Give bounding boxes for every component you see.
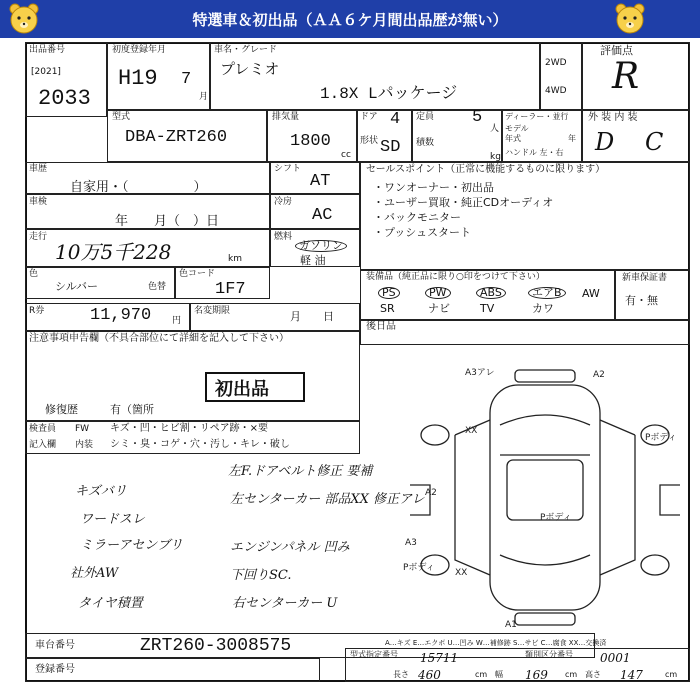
equip-airbag: エアB (528, 287, 566, 299)
hand-right-1: 左センターカー 部品XX 修正アレ (230, 492, 425, 507)
dealer-handle: ハンドル 左・右 (505, 148, 564, 157)
sales-points-label: セールスポイント（正常に機能するものに限ります） (366, 164, 606, 175)
checker-row2: シミ・臭・コゲ・穴・汚し・キレ・破し (110, 439, 290, 450)
first-reg-label: 初度登録年月 (112, 45, 167, 55)
mileage-value: 10万5千228 (55, 240, 172, 264)
length-value: 460 (418, 668, 441, 682)
list-item: ・バックモニター (373, 211, 461, 224)
equip-abs: ABS (476, 287, 506, 299)
color-change-label: 色替 (148, 282, 167, 292)
equipment-label: 装備品（純正品に限り○印をつけて下さい） (366, 272, 545, 282)
checker-label: 検査員 (29, 424, 57, 434)
bear-mascot-icon (6, 1, 42, 37)
aircon-value: AC (312, 206, 333, 225)
height-value: 147 (620, 668, 643, 682)
equip-ps: PS (378, 287, 400, 299)
model-name: プレミオ (220, 62, 280, 79)
color-code-label: 色コード (179, 269, 216, 279)
diagram-mark: A1 (505, 620, 517, 630)
height-label: 高さ (585, 670, 601, 679)
stamp-text: 初出品 (215, 381, 269, 401)
first-reg-month: 7 (181, 70, 192, 89)
hand-left-4: タイヤ積置 (78, 596, 143, 611)
chassis-label: 車台番号 (35, 640, 75, 651)
ext-value: D (595, 128, 615, 156)
fuel-value: ガソリン (295, 240, 347, 252)
r-ticket-value: 11,970 (90, 306, 152, 325)
r-ticket-unit: 円 (172, 316, 182, 326)
diagram-mark: Pボディ (540, 513, 572, 523)
int-value: C (645, 128, 664, 156)
repair-label: 修復歴 (45, 403, 78, 416)
lot-label: 出品番号 (29, 45, 66, 55)
equip-leather: カワ (532, 302, 554, 315)
list-item: ・プッシュスタート (373, 226, 472, 239)
history-label: 車歴 (29, 164, 48, 174)
grade-label: 評価点 (600, 44, 633, 57)
hand-left-2: ミラーアセンブリ (80, 538, 183, 553)
aircon-label: 冷房 (274, 197, 293, 207)
displacement-label: 排気量 (272, 112, 300, 122)
hand-right-2: エンジンパネル 凹み (230, 540, 350, 555)
chassis-value: ZRT260-3008575 (140, 636, 292, 656)
height-unit: cm (665, 670, 678, 679)
load-label: 積数 (416, 138, 435, 148)
checker-inner: 内装 (75, 440, 94, 450)
length-unit: cm (475, 670, 488, 679)
list-item: ・ユーザー買取・純正CDオーディオ (373, 196, 554, 209)
shift-label: シフト (274, 164, 302, 174)
warranty-label: 新車保証書 (622, 273, 668, 283)
list-item: ・ワンオーナー・初出品 (373, 181, 494, 194)
doors-value: 4 (390, 110, 401, 129)
checker-fw: FW (75, 424, 90, 434)
equip-tv: TV (480, 302, 495, 315)
displacement-unit: cc (341, 150, 351, 160)
capacity-unit: 人 (490, 124, 500, 134)
lot-year: [2021] (31, 67, 61, 77)
registration-label: 登録番号 (35, 664, 75, 675)
diagram-mark: A3 (405, 538, 417, 548)
diagram-mark: A2 (425, 488, 437, 498)
width-label: 幅 (495, 670, 503, 679)
color-code-value: 1F7 (215, 280, 246, 299)
type-no-value: 15711 (420, 651, 459, 665)
inspection-label: 車検 (29, 197, 48, 207)
dealer-model: モデル (505, 124, 529, 133)
class-no-label: 類別区分番号 (525, 650, 573, 659)
equip-navi: ナビ (428, 302, 450, 315)
fuel-alt: 軽 油 (300, 254, 326, 267)
drive-4wd: 4WD (545, 86, 567, 96)
shape-label: 形状 (360, 136, 379, 146)
drive-2wd: 2WD (545, 58, 567, 68)
header-banner (0, 0, 700, 38)
sales-points-list (373, 180, 553, 240)
displacement-value: 1800 (290, 132, 331, 151)
model-grade: 1.8X Lパッケージ (320, 85, 458, 103)
fuel-label: 燃料 (274, 232, 293, 242)
hand-right-4: 右センターカー U (232, 596, 338, 611)
width-unit: cm (565, 670, 578, 679)
inspection-value: 年 月（ ）日 (115, 214, 220, 229)
diagram-mark: Pボディ (403, 563, 435, 573)
diagram-mark: A2 (593, 370, 605, 380)
color-label: 色 (29, 269, 39, 279)
load-unit: kg (490, 152, 501, 162)
lot-number: 2033 (38, 86, 91, 111)
name-change-value: 月 日 (290, 310, 334, 323)
bear-mascot-icon (612, 1, 648, 37)
first-reg-unit: 月 (199, 92, 209, 102)
diagram-mark: Pボディ (645, 433, 677, 443)
mileage-unit: km (228, 254, 242, 264)
hand-left-0: キズバリ (75, 484, 127, 499)
grade-value: R (612, 56, 640, 97)
equip-aw: AW (582, 287, 600, 300)
hand-left-1: ワードスレ (80, 512, 145, 527)
model-label: 車名・グレード (214, 45, 278, 55)
shape-value: SD (380, 138, 401, 157)
type-value: DBA-ZRT260 (125, 128, 228, 147)
width-value: 169 (525, 668, 548, 682)
warranty-value: 有・無 (625, 294, 658, 307)
banner-title: 特選車＆初出品（ＡＡ６ケ月間出品歴が無い） (192, 10, 508, 29)
hand-right-0: 左F.ドアベルト修正 要補 (228, 464, 373, 479)
equip-pw: PW (425, 287, 451, 299)
diagram-mark: XX (455, 568, 468, 578)
history-value: 自家用・（ ） (70, 180, 207, 195)
capacity-label: 定員 (416, 112, 435, 122)
repair-value: 有（箇所 (110, 403, 154, 416)
diagram-mark: A3アレ (465, 368, 495, 378)
ext-int-label: 外 装 内 装 (588, 112, 638, 123)
dealer-year-unit: 年 (568, 134, 576, 143)
mileage-label: 走行 (29, 232, 48, 242)
checker-row1: キズ・凹・ヒビ割・リペア跡・×要 (110, 423, 268, 434)
dealer-year: 年式 (505, 134, 521, 143)
car-damage-diagram (395, 365, 685, 630)
equip-sr: SR (380, 302, 395, 315)
hand-left-3: 社外AW (70, 566, 119, 581)
class-no-value: 0001 (600, 651, 631, 665)
hand-right-3: 下回りSC. (230, 568, 292, 583)
capacity-value: 5 (472, 108, 483, 127)
notes-label: 注意事項申告欄（不具合部位にて詳細を記入して下さい） (29, 333, 289, 344)
type-no-label: 型式指定番号 (350, 650, 398, 659)
dealer-label: ディーラー・並行 (505, 112, 569, 121)
doors-label: ドア (360, 112, 378, 122)
diagram-mark: XX (465, 426, 478, 436)
checker-label2: 記入欄 (29, 440, 57, 450)
shift-value: AT (310, 172, 331, 191)
first-reg-era: H19 (118, 66, 158, 91)
r-ticket-label: R券 (29, 306, 45, 316)
damage-legend: A…キズ E…エクボ U…凹み W…補修跡 S…サビ C…腐食 XX…交換済 (385, 639, 607, 647)
type-label: 型式 (112, 112, 131, 122)
name-change-label: 名変期限 (194, 306, 231, 316)
after-cell (360, 320, 690, 345)
after-label: 後日品 (366, 321, 396, 332)
drive-cell (540, 42, 582, 110)
length-label: 長さ (393, 670, 409, 679)
color-value: シルバー (55, 280, 98, 293)
